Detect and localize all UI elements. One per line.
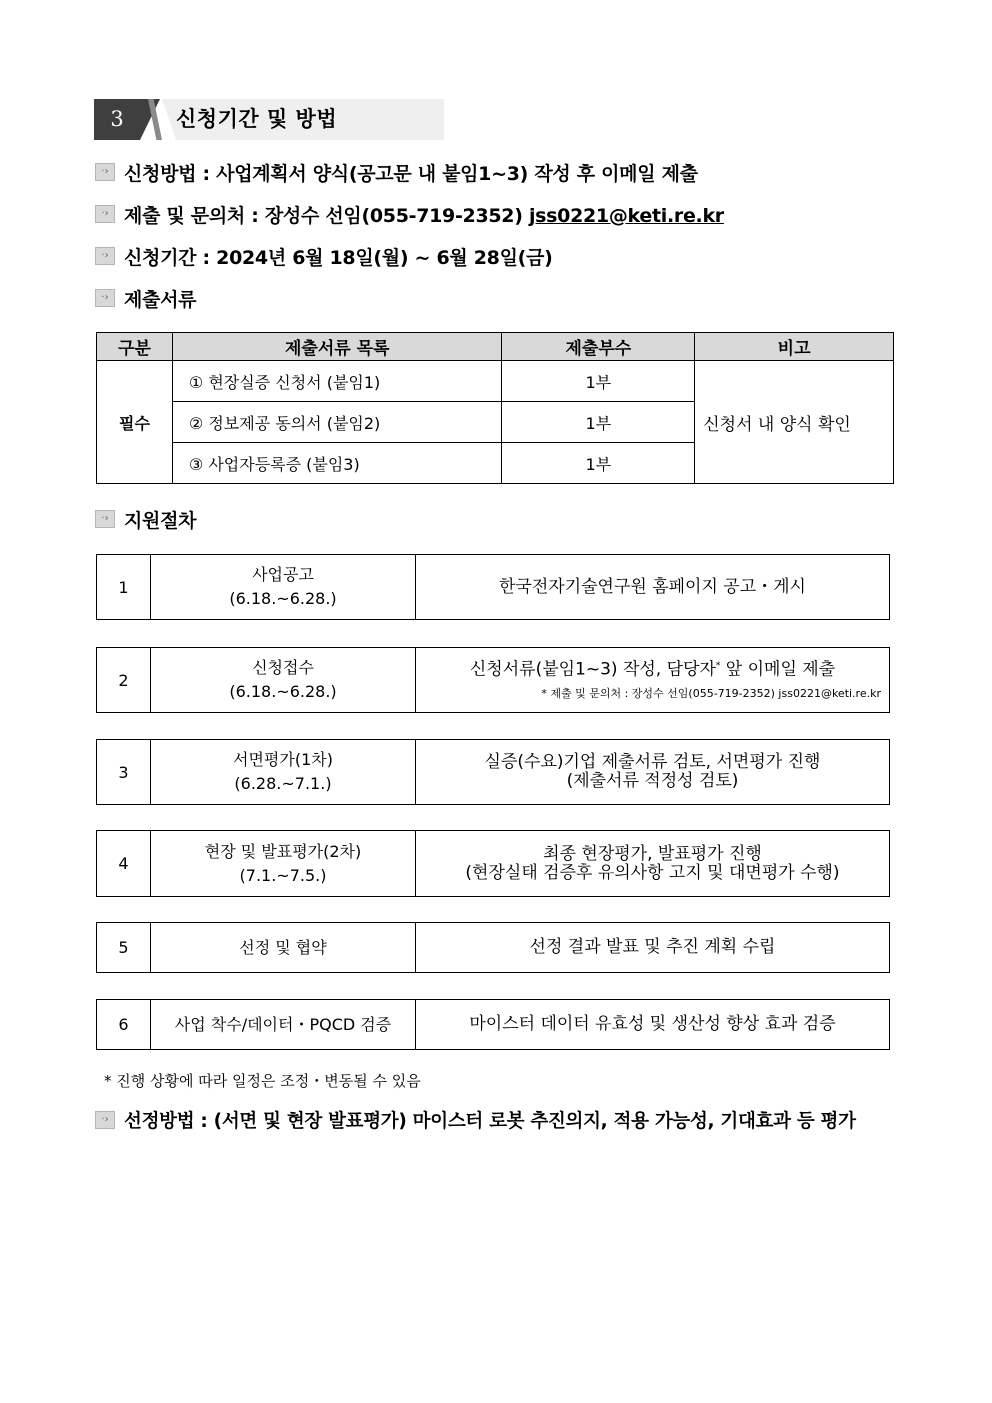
header-note: 비고 [695,333,894,361]
item-cell: ③ 사업자등록증 (붙임3) [172,443,502,484]
step-desc-footnote-mark: * [715,661,721,672]
step-number: 4 [97,831,151,896]
step-desc-sub: (현장실태 검증후 유의사항 고지 및 대면평가 수행) [465,862,840,883]
step-number: 3 [97,740,151,804]
step-title-cell [151,923,416,972]
step-title-cell [151,648,416,712]
step-title: 사업공고 [252,565,314,584]
step-title-cell [151,1000,416,1049]
step-date: (6.28.~7.1.) [234,774,332,793]
step-desc-cell [416,648,889,712]
step-desc-cell [416,740,889,804]
procedure-step-6 [96,999,890,1050]
bullet-contact [95,201,724,227]
step-title: 신청접수 [252,658,314,677]
step-desc: 실증(수요)기업 제출서류 검토, 서면평가 진행 [484,752,821,772]
method-text: 신청방법 : 사업계획서 양식(공고문 내 붙임1~3) 작성 후 이메일 제출 [124,162,698,185]
documents-table [96,332,894,484]
step-date: (7.1.~7.5.) [239,865,327,885]
step-desc: 신청서류(붙임1~3) 작성, 담당자 [469,659,716,680]
step-title-cell [151,740,416,804]
step-desc-cell [416,555,889,619]
step-desc-cell [416,831,889,896]
step-title: 현장 및 발표평가(2차) [204,841,362,861]
header-category: 구분 [97,333,173,361]
arrow-box-icon: ·› [95,289,115,307]
step-desc-cell [416,923,889,972]
item-cell: ② 정보제공 동의서 (붙임2) [172,402,502,443]
copies-cell: 1부 [502,361,695,402]
procedure-heading: 지원절차 [124,509,197,532]
section-header [94,99,444,140]
step-desc: 한국전자기술연구원 홈페이지 공고・게시 [499,576,806,597]
step-title-cell [151,555,416,619]
documents-heading: 제출서류 [124,288,197,311]
bullet-period [95,243,552,269]
step-date: (6.18.~6.28.) [229,682,337,701]
bullet-documents [95,285,196,311]
copies-cell: 1부 [502,443,695,484]
step-number: 5 [97,923,151,972]
procedure-step-3 [96,739,890,805]
arrow-box-icon: ·› [95,247,115,265]
step-desc: 마이스터 데이터 유효성 및 생산성 향상 효과 검증 [469,1014,836,1034]
arrow-box-icon: ·› [95,163,115,181]
procedure-step-2 [96,647,890,713]
step-number: 1 [97,555,151,619]
procedure-step-4 [96,830,890,897]
step-title: 선정 및 협약 [239,937,327,957]
schedule-footnote: * 진행 상황에 따라 일정은 조정・변동될 수 있음 [104,1072,421,1090]
step-desc: 선정 결과 발표 및 추진 계획 수립 [529,937,776,957]
procedure-step-5 [96,922,890,973]
step-title: 사업 착수/데이터・PQCD 검증 [174,1014,392,1034]
procedure-step-1 [96,554,890,620]
step-number: 2 [97,648,151,712]
step-desc-cell [416,1000,889,1049]
bullet-method [95,159,698,185]
step-desc-sub: (제출서류 적정성 검토) [566,771,739,791]
step-desc-note: * 제출 및 문의처 : 장성수 선임(055-719-2352) jss0221@keti.re.kr [541,686,881,700]
step-number: 6 [97,1000,151,1049]
selection-text: 선정방법 : (서면 및 현장 발표평가) 마이스터 로봇 추진의지, 적용 가능성, 기대효과 등 평가 [124,1111,856,1132]
period-text: 신청기간 : 2024년 6월 18일(월) ~ 6월 28일(금) [124,246,553,269]
bullet-selection [95,1107,856,1133]
contact-text: 제출 및 문의처 : 장성수 선임(055-719-2352) [124,204,529,227]
bullet-procedure [95,506,196,532]
note-cell: 신청서 내 양식 확인 [695,361,894,484]
step-title-cell [151,831,416,896]
header-item: 제출서류 목록 [172,333,502,361]
table-header-row [97,333,894,361]
step-desc: 최종 현장평가, 발표평가 진행 [543,843,762,864]
header-copies: 제출부수 [502,333,695,361]
step-date: (6.18.~6.28.) [229,589,337,608]
copies-cell: 1부 [502,402,695,443]
arrow-box-icon: ·› [95,1111,115,1129]
table-row [97,361,894,402]
contact-email-link[interactable]: jss0221@keti.re.kr [528,204,724,227]
category-cell: 필수 [97,361,173,484]
step-desc-tail: 앞 이메일 제출 [720,659,836,680]
item-cell: ① 현장실증 신청서 (붙임1) [172,361,502,402]
arrow-box-icon: ·› [95,205,115,223]
step-title: 서면평가(1차) [233,750,333,769]
section-number: 3 [94,99,140,140]
section-title: 신청기간 및 방법 [176,107,338,131]
arrow-box-icon: ·› [95,510,115,528]
